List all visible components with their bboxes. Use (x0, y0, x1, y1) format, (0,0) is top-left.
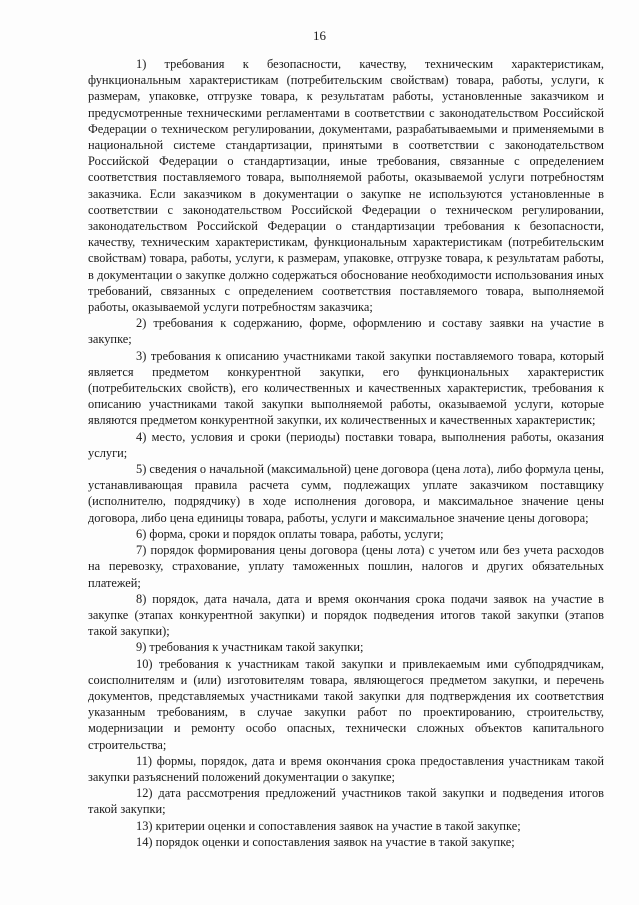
list-item-6: 6) форма, сроки и порядок оплаты товара, работы, услуги; (136, 526, 444, 541)
list-item-11: 11) формы, порядок, дата и время окончания срока предоставления участникам такой закупки разъяснений положений документации о закупке; (88, 753, 604, 784)
document-body (88, 56, 604, 850)
list-item-14: 14) порядок оценки и сопоставления заявок на участие в такой закупке; (136, 834, 515, 849)
page-number: 16 (313, 28, 326, 43)
list-item-10: 10) требования к участникам такой закупки и привлекаемым ими субподрядчикам, соисполнителям и (или) изготовителям товара, являющегося предметом закупки, и перечень документов, представляемых участниками такой закупки для подтверждения их соответствия указанным требованиям, в случае закупки работ по проектированию, строительству, модернизации и ремонту особо опасных, технически сложных объектов капитального строительства; (88, 656, 604, 752)
list-item-12: 12) дата рассмотрения предложений участников такой закупки и подведения итогов такой закупки; (88, 786, 604, 817)
list-item-8: 8) порядок, дата начала, дата и время окончания срока подачи заявок на участие в закупке (этапах конкурентной закупки) и порядок подведения итогов такой закупки (этапов такой закупки); (88, 591, 604, 639)
list-item-2: 2) требования к содержанию, форме, оформлению и составу заявки на участие в закупке; (88, 316, 604, 347)
list-item-4: 4) место, условия и сроки (периоды) поставки товара, выполнения работы, оказания услуги; (88, 429, 604, 460)
list-item-3: 3) требования к описанию участниками такой закупки поставляемого товара, который является предметом конкурентной закупки, его функциональных характеристик (потребительских свойств), его количественных и качественных характеристик, требования к описанию участниками такой закупки выполняемой работы, оказываемой услуги, которые являются предметом конкурентной закупки, их количественных и качественных характеристик; (88, 348, 604, 428)
list-item-5: 5) сведения о начальной (максимальной) цене договора (цена лота), либо формула цены, устанавливающая правила расчета сумм, подлежащих уплате заказчиком поставщику (исполнителю, подрядчику) в ходе исполнения договора, и максимальное значение цены договора, либо цена единицы товара, работы, услуги и максимальное значение цены договора; (88, 462, 604, 525)
list-item-13: 13) критерии оценки и сопоставления заявок на участие в такой закупке; (136, 818, 521, 833)
list-item-1: 1) требования к безопасности, качеству, техническим характеристикам, функциональным характеристикам (потребительским свойствам) товара, работы, услуги, к размерам, упаковке, отгрузке товара, к результатам работы, установленные заказчиком и предусмотренные техническими регламентами в соответствии с законодательством Российской Федерации о техническом регулировании, документами, разрабатываемыми и применяемыми в национальной системе стандартизации, принятыми в соответствии с законодательством Российской Федерации о стандартизации, иные требования, связанные с определением соответствия поставляемого товара, выполняемой работы, оказываемой услуги потребностям заказчика. Если заказчиком в документации о закупке не используются установленные в соответствии с законодательством Российской Федерации о техническом регулировании, законодательством Российской Федерации о стандартизации требования к безопасности, качеству, техническим характеристикам, функциональным характеристикам (потребительским свойствам) товара, работы, услуги, к размерам, упаковке, отгрузке товара, к результатам работы, в документации о закупке должно содержаться обоснование необходимости использования иных требований, связанных с определением соответствия поставляемого товара, выполняемой работы, оказываемой услуги потребностям заказчика; (88, 57, 604, 315)
list-item-9: 9) требования к участникам такой закупки; (136, 640, 364, 655)
list-item-7: 7) порядок формирования цены договора (цены лота) с учетом или без учета расходов на перевозку, страхование, уплату таможенных пошлин, налогов и других обязательных платежей; (88, 543, 604, 590)
